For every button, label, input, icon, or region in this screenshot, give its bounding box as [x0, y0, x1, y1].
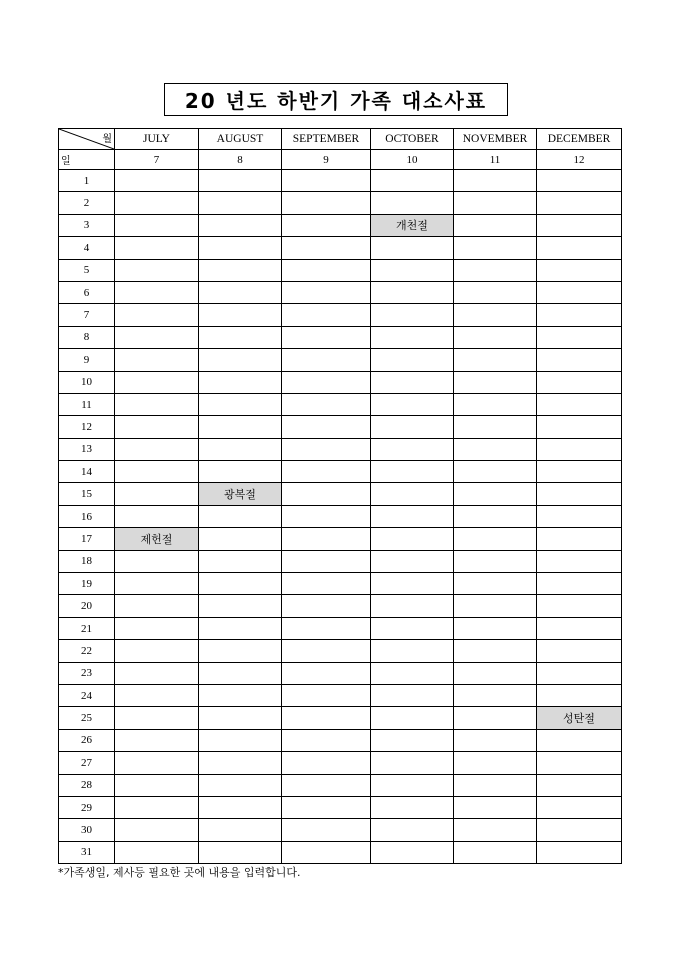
entry-cell[interactable]	[454, 416, 537, 438]
entry-cell[interactable]	[537, 170, 622, 192]
entry-cell[interactable]	[454, 595, 537, 617]
entry-cell[interactable]	[199, 684, 282, 706]
entry-cell[interactable]	[115, 505, 199, 527]
entry-cell[interactable]	[454, 819, 537, 841]
entry-cell[interactable]	[371, 371, 454, 393]
entry-cell[interactable]	[371, 841, 454, 863]
entry-cell[interactable]	[115, 438, 199, 460]
day-row	[59, 371, 622, 393]
corner-cell-lower	[59, 150, 115, 170]
entry-cell[interactable]	[537, 684, 622, 706]
entry-cell[interactable]	[537, 416, 622, 438]
entry-cell[interactable]	[371, 707, 454, 729]
entry-cell[interactable]	[537, 461, 622, 483]
entry-cell[interactable]	[115, 796, 199, 818]
day-row	[59, 505, 622, 527]
calendar-table	[58, 128, 622, 864]
month-header: DECEMBER	[537, 129, 622, 150]
entry-cell[interactable]	[199, 326, 282, 348]
entry-cell[interactable]	[537, 192, 622, 214]
day-number: 26	[59, 729, 115, 751]
day-row	[59, 729, 622, 751]
day-number: 16	[59, 505, 115, 527]
month-header: SEPTEMBER	[282, 129, 371, 150]
month-number: 12	[537, 150, 622, 170]
entry-cell[interactable]	[199, 170, 282, 192]
entry-cell[interactable]	[199, 528, 282, 550]
entry-cell[interactable]	[282, 483, 371, 505]
month-number-row	[59, 150, 622, 170]
entry-cell[interactable]	[282, 573, 371, 595]
entry-cell[interactable]	[454, 774, 537, 796]
entry-cell[interactable]	[454, 483, 537, 505]
day-number: 4	[59, 237, 115, 259]
entry-cell[interactable]	[454, 752, 537, 774]
entry-cell[interactable]	[282, 617, 371, 639]
entry-cell[interactable]	[199, 416, 282, 438]
entry-cell[interactable]	[282, 640, 371, 662]
entry-cell[interactable]	[537, 259, 622, 281]
entry-cell[interactable]	[537, 505, 622, 527]
entry-cell[interactable]	[199, 371, 282, 393]
entry-cell[interactable]	[282, 528, 371, 550]
month-number: 11	[454, 150, 537, 170]
entry-cell[interactable]	[199, 259, 282, 281]
day-row	[59, 550, 622, 572]
entry-cell[interactable]	[537, 393, 622, 415]
entry-cell[interactable]	[371, 483, 454, 505]
entry-cell[interactable]	[199, 707, 282, 729]
entry-cell[interactable]	[454, 796, 537, 818]
month-header: JULY	[115, 129, 199, 150]
entry-cell[interactable]	[199, 617, 282, 639]
entry-cell[interactable]	[282, 281, 371, 303]
entry-cell[interactable]	[115, 170, 199, 192]
entry-cell[interactable]	[371, 729, 454, 751]
entry-cell[interactable]	[454, 550, 537, 572]
entry-cell[interactable]	[282, 393, 371, 415]
day-row	[59, 819, 622, 841]
page-title: 20 년도 하반기 가족 대소사표	[164, 83, 508, 116]
entry-cell[interactable]	[199, 461, 282, 483]
entry-cell[interactable]	[199, 192, 282, 214]
entry-cell[interactable]	[115, 304, 199, 326]
entry-cell[interactable]	[371, 684, 454, 706]
entry-cell[interactable]	[282, 774, 371, 796]
day-number: 17	[59, 528, 115, 550]
entry-cell[interactable]	[115, 617, 199, 639]
day-row	[59, 192, 622, 214]
day-row	[59, 595, 622, 617]
entry-cell[interactable]	[371, 796, 454, 818]
entry-cell[interactable]	[282, 505, 371, 527]
entry-cell[interactable]	[371, 326, 454, 348]
entry-cell[interactable]	[371, 170, 454, 192]
day-row	[59, 640, 622, 662]
day-axis-label: 일	[61, 156, 71, 167]
entry-cell[interactable]	[371, 281, 454, 303]
entry-cell[interactable]	[282, 304, 371, 326]
day-row	[59, 461, 622, 483]
entry-cell[interactable]	[537, 528, 622, 550]
entry-cell[interactable]	[454, 214, 537, 236]
entry-cell[interactable]	[199, 819, 282, 841]
month-number: 7	[115, 150, 199, 170]
entry-cell[interactable]	[199, 752, 282, 774]
entry-cell[interactable]	[371, 819, 454, 841]
day-row	[59, 573, 622, 595]
day-row	[59, 662, 622, 684]
entry-cell[interactable]	[371, 438, 454, 460]
entry-cell[interactable]	[199, 841, 282, 863]
entry-cell[interactable]	[454, 640, 537, 662]
entry-cell[interactable]	[454, 662, 537, 684]
entry-cell[interactable]	[454, 528, 537, 550]
day-number: 1	[59, 170, 115, 192]
holiday-cell[interactable]: 광복절	[199, 483, 282, 505]
entry-cell[interactable]	[282, 237, 371, 259]
day-number: 29	[59, 796, 115, 818]
day-row	[59, 237, 622, 259]
day-number: 18	[59, 550, 115, 572]
entry-cell[interactable]	[282, 684, 371, 706]
entry-cell[interactable]	[115, 326, 199, 348]
entry-cell[interactable]	[371, 192, 454, 214]
entry-cell[interactable]	[454, 326, 537, 348]
day-row	[59, 170, 622, 192]
day-row	[59, 774, 622, 796]
entry-cell[interactable]	[371, 595, 454, 617]
day-number: 8	[59, 326, 115, 348]
entry-cell[interactable]	[199, 349, 282, 371]
month-number: 10	[371, 150, 454, 170]
entry-cell[interactable]	[371, 573, 454, 595]
entry-cell[interactable]	[199, 640, 282, 662]
day-row	[59, 617, 622, 639]
day-number: 15	[59, 483, 115, 505]
entry-cell[interactable]	[537, 640, 622, 662]
entry-cell[interactable]	[115, 483, 199, 505]
day-number: 7	[59, 304, 115, 326]
entry-cell[interactable]	[454, 192, 537, 214]
entry-cell[interactable]	[537, 573, 622, 595]
month-header: NOVEMBER	[454, 129, 537, 150]
entry-cell[interactable]	[282, 752, 371, 774]
entry-cell[interactable]	[199, 237, 282, 259]
entry-cell[interactable]	[282, 326, 371, 348]
month-header-row	[59, 129, 622, 150]
entry-cell[interactable]	[537, 841, 622, 863]
entry-cell[interactable]	[371, 617, 454, 639]
entry-cell[interactable]	[282, 550, 371, 572]
entry-cell[interactable]	[199, 573, 282, 595]
day-row	[59, 416, 622, 438]
entry-cell[interactable]	[537, 326, 622, 348]
entry-cell[interactable]	[537, 595, 622, 617]
entry-cell[interactable]	[537, 819, 622, 841]
entry-cell[interactable]	[371, 237, 454, 259]
entry-cell[interactable]	[454, 684, 537, 706]
entry-cell[interactable]	[115, 707, 199, 729]
day-number: 13	[59, 438, 115, 460]
entry-cell[interactable]	[115, 752, 199, 774]
day-row	[59, 752, 622, 774]
day-number: 23	[59, 662, 115, 684]
entry-cell[interactable]	[115, 416, 199, 438]
entry-cell[interactable]	[537, 796, 622, 818]
entry-cell[interactable]	[371, 550, 454, 572]
entry-cell[interactable]	[537, 438, 622, 460]
entry-cell[interactable]	[371, 416, 454, 438]
entry-cell[interactable]	[371, 640, 454, 662]
entry-cell[interactable]	[199, 662, 282, 684]
entry-cell[interactable]	[199, 550, 282, 572]
entry-cell[interactable]	[199, 438, 282, 460]
day-row	[59, 707, 622, 729]
day-row	[59, 259, 622, 281]
day-number: 25	[59, 707, 115, 729]
entry-cell[interactable]	[115, 281, 199, 303]
day-row	[59, 796, 622, 818]
entry-cell[interactable]	[115, 371, 199, 393]
entry-cell[interactable]	[454, 371, 537, 393]
entry-cell[interactable]	[199, 729, 282, 751]
day-number: 12	[59, 416, 115, 438]
entry-cell[interactable]	[282, 729, 371, 751]
corner-cell	[59, 129, 115, 150]
day-number: 20	[59, 595, 115, 617]
day-number: 31	[59, 841, 115, 863]
entry-cell[interactable]	[371, 259, 454, 281]
day-row	[59, 304, 622, 326]
entry-cell[interactable]	[282, 349, 371, 371]
day-number: 6	[59, 281, 115, 303]
entry-cell[interactable]	[199, 393, 282, 415]
entry-cell[interactable]	[537, 214, 622, 236]
entry-cell[interactable]	[282, 214, 371, 236]
day-number: 3	[59, 214, 115, 236]
entry-cell[interactable]	[537, 617, 622, 639]
entry-cell[interactable]	[115, 192, 199, 214]
day-row	[59, 281, 622, 303]
entry-cell[interactable]	[282, 192, 371, 214]
entry-cell[interactable]	[454, 393, 537, 415]
entry-cell[interactable]	[454, 505, 537, 527]
entry-cell[interactable]	[199, 595, 282, 617]
entry-cell[interactable]	[371, 752, 454, 774]
entry-cell[interactable]	[115, 774, 199, 796]
entry-cell[interactable]	[115, 214, 199, 236]
day-number: 21	[59, 617, 115, 639]
entry-cell[interactable]	[454, 259, 537, 281]
month-header: AUGUST	[199, 129, 282, 150]
day-number: 24	[59, 684, 115, 706]
entry-cell[interactable]	[537, 483, 622, 505]
entry-cell[interactable]	[282, 796, 371, 818]
day-number: 28	[59, 774, 115, 796]
holiday-cell[interactable]: 개천절	[371, 214, 454, 236]
entry-cell[interactable]	[454, 841, 537, 863]
entry-cell[interactable]	[537, 752, 622, 774]
entry-cell[interactable]	[115, 841, 199, 863]
entry-cell[interactable]	[115, 819, 199, 841]
day-number: 10	[59, 371, 115, 393]
day-row	[59, 214, 622, 236]
entry-cell[interactable]	[371, 461, 454, 483]
entry-cell[interactable]	[371, 662, 454, 684]
holiday-cell[interactable]: 성탄절	[537, 707, 622, 729]
day-row	[59, 684, 622, 706]
entry-cell[interactable]	[454, 170, 537, 192]
entry-cell[interactable]	[371, 774, 454, 796]
day-row	[59, 483, 622, 505]
entry-cell[interactable]	[115, 393, 199, 415]
entry-cell[interactable]	[115, 595, 199, 617]
entry-cell[interactable]	[282, 416, 371, 438]
day-row	[59, 393, 622, 415]
day-row	[59, 326, 622, 348]
entry-cell[interactable]	[115, 573, 199, 595]
entry-cell[interactable]	[454, 729, 537, 751]
entry-cell[interactable]	[115, 237, 199, 259]
entry-cell[interactable]	[454, 707, 537, 729]
entry-cell[interactable]	[115, 729, 199, 751]
month-header: OCTOBER	[371, 129, 454, 150]
entry-cell[interactable]	[199, 505, 282, 527]
entry-cell[interactable]	[454, 573, 537, 595]
month-number: 9	[282, 150, 371, 170]
entry-cell[interactable]	[537, 304, 622, 326]
entry-cell[interactable]	[282, 595, 371, 617]
entry-cell[interactable]	[537, 550, 622, 572]
entry-cell[interactable]	[537, 662, 622, 684]
day-number: 9	[59, 349, 115, 371]
entry-cell[interactable]	[371, 393, 454, 415]
entry-cell[interactable]	[199, 281, 282, 303]
entry-cell[interactable]	[371, 349, 454, 371]
entry-cell[interactable]	[537, 729, 622, 751]
entry-cell[interactable]	[199, 214, 282, 236]
entry-cell[interactable]	[454, 617, 537, 639]
day-number: 14	[59, 461, 115, 483]
entry-cell[interactable]	[199, 774, 282, 796]
entry-cell[interactable]	[115, 349, 199, 371]
entry-cell[interactable]	[282, 662, 371, 684]
entry-cell[interactable]	[454, 349, 537, 371]
entry-cell[interactable]	[454, 304, 537, 326]
entry-cell[interactable]	[454, 461, 537, 483]
entry-cell[interactable]	[282, 461, 371, 483]
day-number: 22	[59, 640, 115, 662]
entry-cell[interactable]	[282, 170, 371, 192]
entry-cell[interactable]	[115, 461, 199, 483]
holiday-cell[interactable]: 제헌절	[115, 528, 199, 550]
entry-cell[interactable]	[282, 841, 371, 863]
entry-cell[interactable]	[454, 237, 537, 259]
entry-cell[interactable]	[537, 349, 622, 371]
entry-cell[interactable]	[454, 281, 537, 303]
day-row	[59, 349, 622, 371]
day-row	[59, 438, 622, 460]
entry-cell[interactable]	[371, 304, 454, 326]
day-number: 19	[59, 573, 115, 595]
entry-cell[interactable]	[371, 505, 454, 527]
entry-cell[interactable]	[282, 371, 371, 393]
entry-cell[interactable]	[282, 819, 371, 841]
day-number: 27	[59, 752, 115, 774]
entry-cell[interactable]	[199, 304, 282, 326]
entry-cell[interactable]	[115, 684, 199, 706]
day-number: 2	[59, 192, 115, 214]
day-number: 11	[59, 393, 115, 415]
entry-cell[interactable]	[282, 707, 371, 729]
entry-cell[interactable]	[115, 259, 199, 281]
entry-cell[interactable]	[371, 528, 454, 550]
day-row	[59, 841, 622, 863]
entry-cell[interactable]	[537, 774, 622, 796]
day-number: 5	[59, 259, 115, 281]
entry-cell[interactable]	[282, 438, 371, 460]
entry-cell[interactable]	[115, 662, 199, 684]
day-number: 30	[59, 819, 115, 841]
entry-cell[interactable]	[537, 371, 622, 393]
entry-cell[interactable]	[537, 237, 622, 259]
entry-cell[interactable]	[115, 550, 199, 572]
day-row	[59, 528, 622, 550]
entry-cell[interactable]	[454, 438, 537, 460]
entry-cell[interactable]	[115, 640, 199, 662]
entry-cell[interactable]	[282, 259, 371, 281]
month-number: 8	[199, 150, 282, 170]
footnote: *가족생일, 제사등 필요한 곳에 내용을 입력합니다.	[58, 866, 301, 879]
entry-cell[interactable]	[537, 281, 622, 303]
entry-cell[interactable]	[199, 796, 282, 818]
month-axis-label: 월	[102, 134, 112, 145]
